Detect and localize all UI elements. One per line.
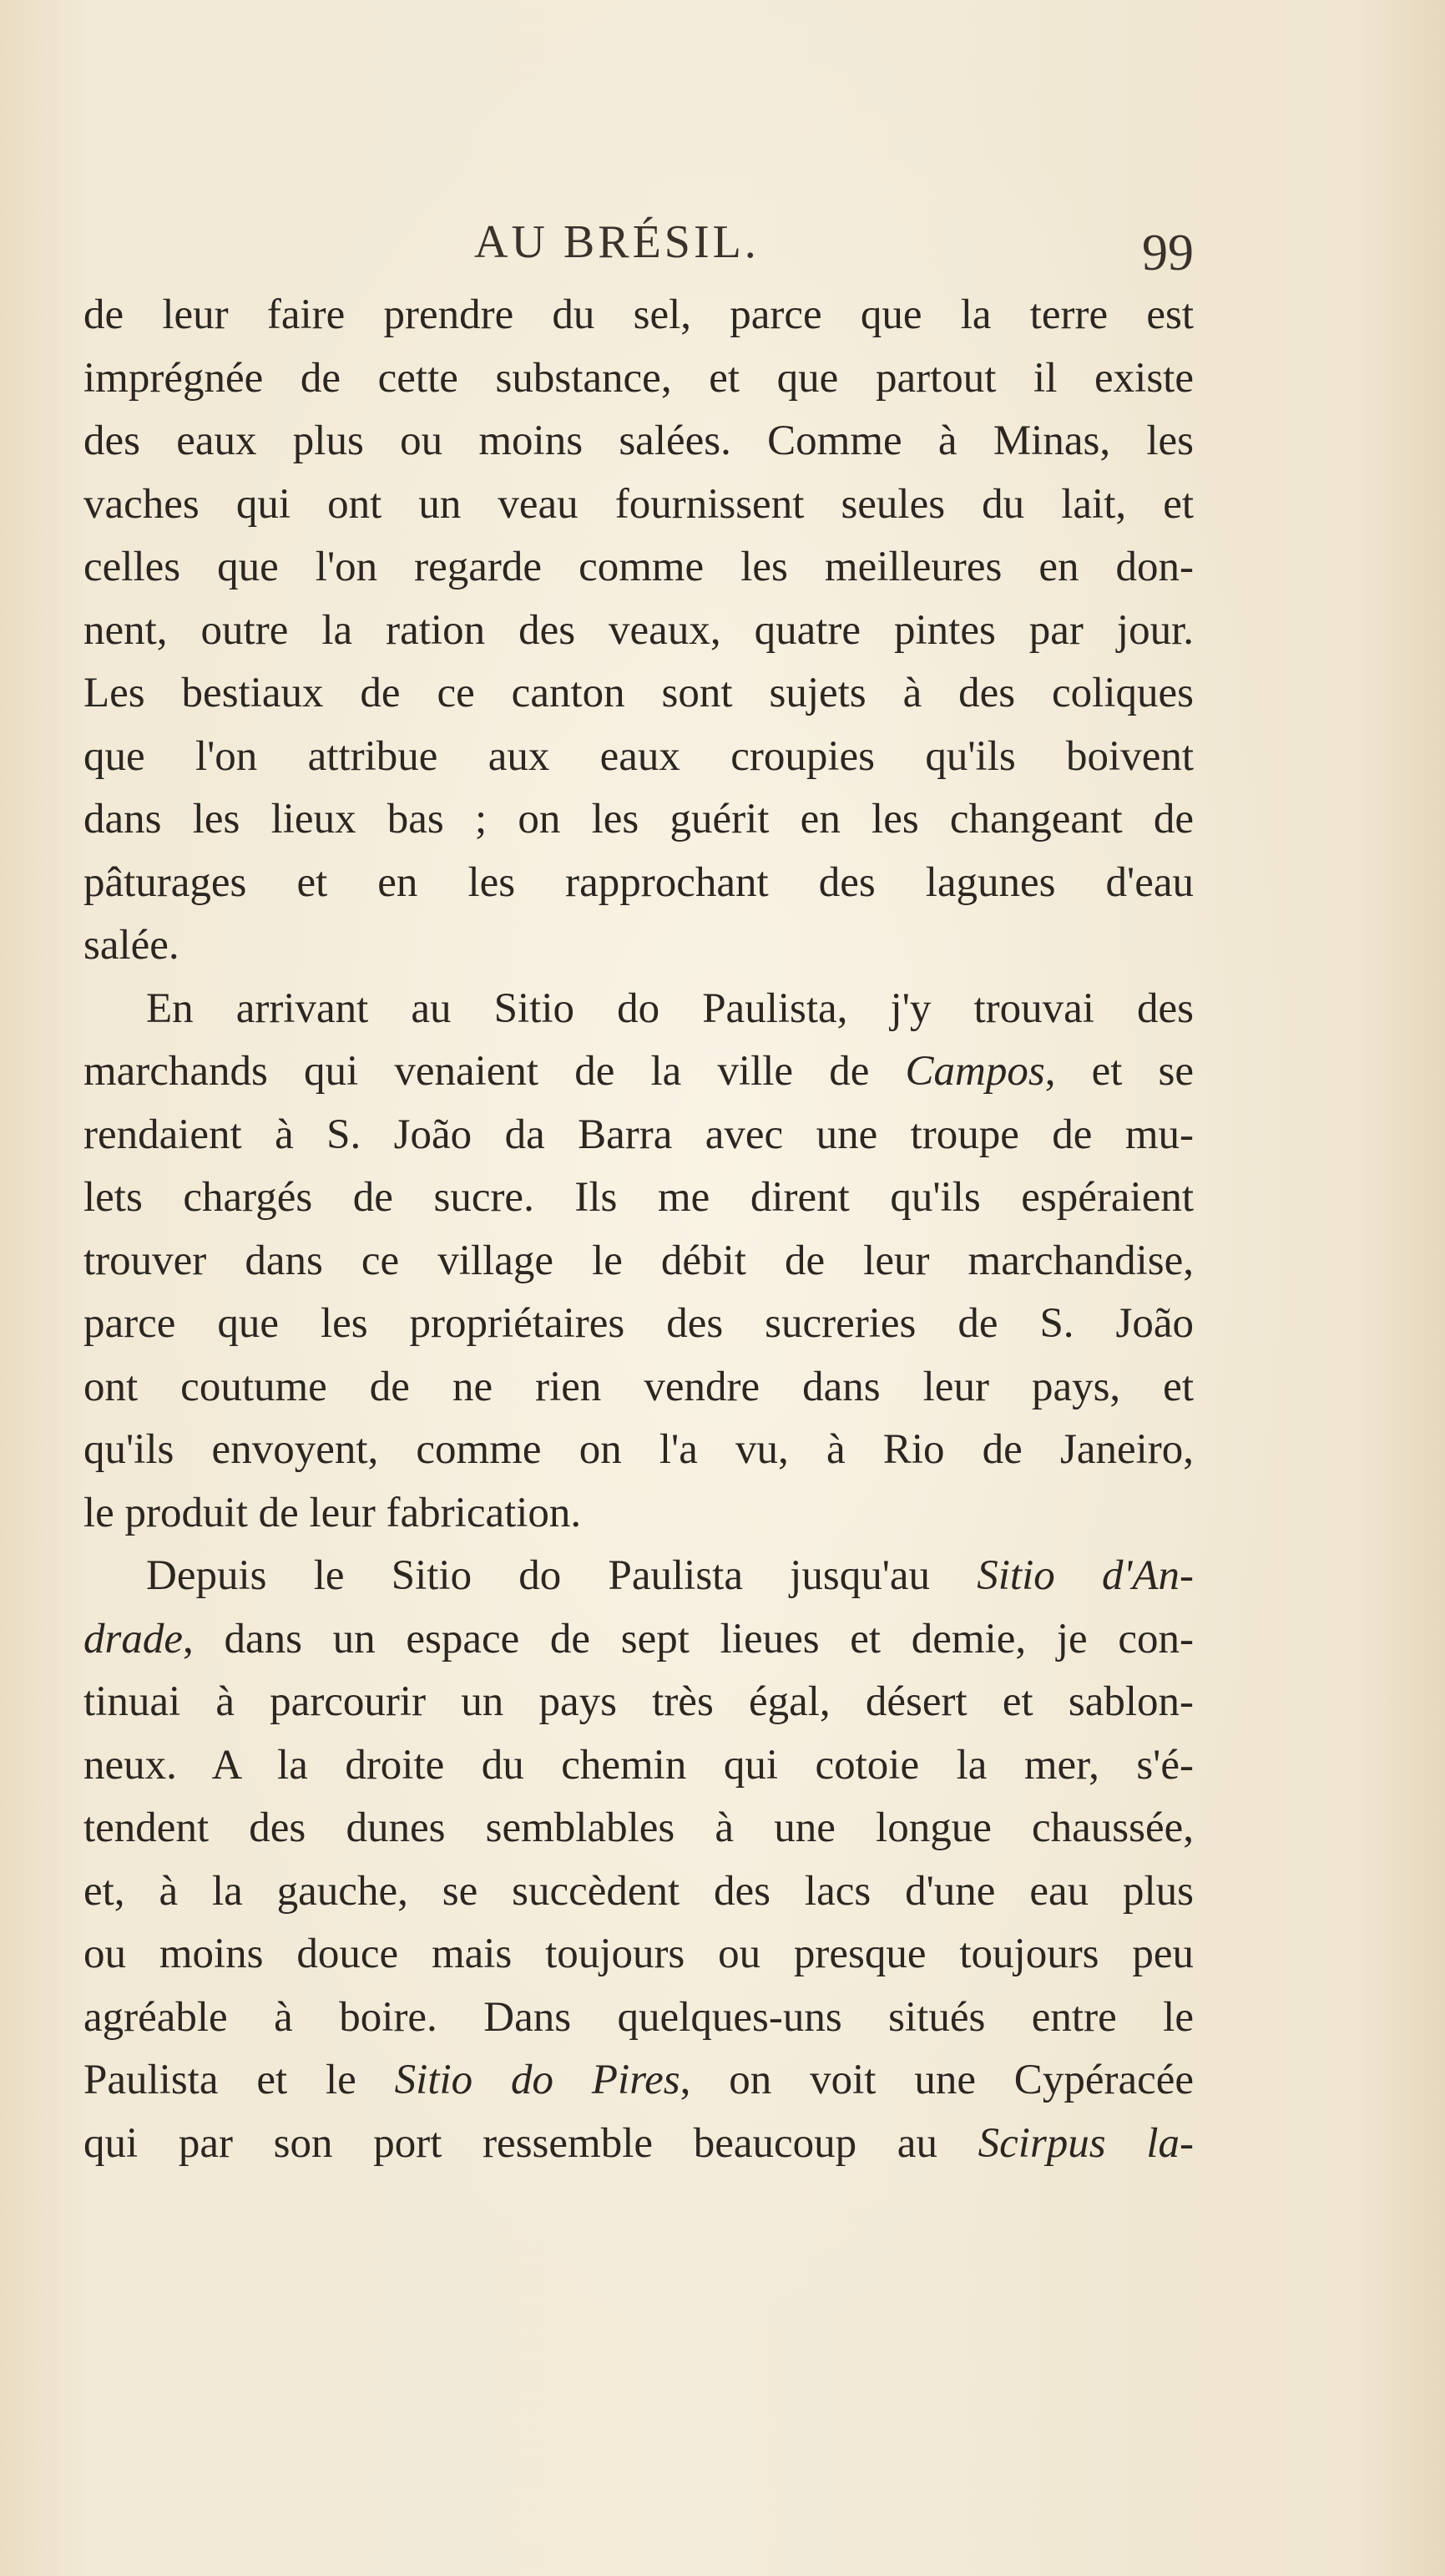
page-number: 99 [1142,225,1194,281]
paragraph-first-line: En arrivant au Sitio do Paulista, j'y trouvai des [146,984,1194,1032]
text-line: et, à la gauche, se succèdent des lacs d'une eau plus [83,1867,1194,1915]
place-name-italic: Sitio d'An- [977,1552,1194,1599]
text-line: qui par son port ressemble beaucoup au Scirpus la- [83,2119,1194,2167]
text-line: imprégnée de cette substance, et que partout il existe [83,354,1194,402]
text-line: que l'on attribue aux eaux croupies qu'ils boivent [83,732,1194,780]
text-line: lets chargés de sucre. Ils me dirent qu'ils espéraient [83,1174,1194,1221]
text-line: rendaient à S. João da Barra avec une troupe de mu- [83,1111,1194,1158]
text-line: le produit de leur fabrication. [83,1489,582,1536]
text-line: des eaux plus ou moins salées. Comme à Minas, les [83,418,1194,464]
text-line: dans les lieux bas ; on les guérit en les changeant de [83,796,1194,843]
text-line: de leur faire prendre du sel, parce que la terre est [83,291,1194,338]
place-name-italic: Campos [905,1048,1045,1095]
text-line: pâturages et en les rapprochant des lagunes d'eau [83,858,1194,906]
species-name-italic: Scirpus la- [978,2119,1194,2167]
text-line: qu'ils envoyent, comme on l'a vu, à Rio de Janeiro, [83,1426,1194,1473]
text-line: neux. A la droite du chemin qui cotoie la mer, s'é- [83,1741,1194,1789]
place-name-italic: drade [83,1615,183,1663]
text-line: drade, dans un espace de sept lieues et demie, je con- [83,1615,1194,1663]
text-line: salée. [83,922,179,969]
text-line: celles que l'on regarde comme les meilleures en don- [83,544,1194,590]
text-line: trouver dans ce village le débit de leur marchandise, [83,1237,1194,1284]
text-line: ou moins douce mais toujours ou presque toujours peu [83,1931,1194,1977]
text-line: marchands qui venaient de la ville de Campos, et se [83,1048,1194,1095]
text-line: nent, outre la ration des veaux, quatre pintes par jour. [83,606,1194,654]
place-name-italic: Sitio do Pires [394,2057,680,2103]
text-line: vaches qui ont un veau fournissent seules du lait, et [83,480,1194,528]
body-text [83,284,1194,2175]
text-line: tinuai à parcourir un pays très égal, désert et sablon- [83,1678,1194,1725]
text-line: Les bestiaux de ce canton sont sujets à des coliques [83,670,1194,716]
text-line: tendent des dunes semblables à une longue chaussée, [83,1804,1194,1851]
text-line: Paulista et le Sitio do Pires, on voit une Cypéracée [83,2057,1194,2103]
page-header [83,209,1194,284]
text-line: ont coutume de ne rien vendre dans leur pays, et [83,1363,1194,1410]
text-line: agréable à boire. Dans quelques-uns situés entre le [83,1993,1194,2041]
paragraph-first-line: Depuis le Sitio do Paulista jusqu'au Sitio d'An- [146,1552,1194,1599]
text-line: parce que les propriétaires des sucreries de S. João [83,1300,1194,1347]
running-title: AU BRÉSIL. [474,216,760,268]
